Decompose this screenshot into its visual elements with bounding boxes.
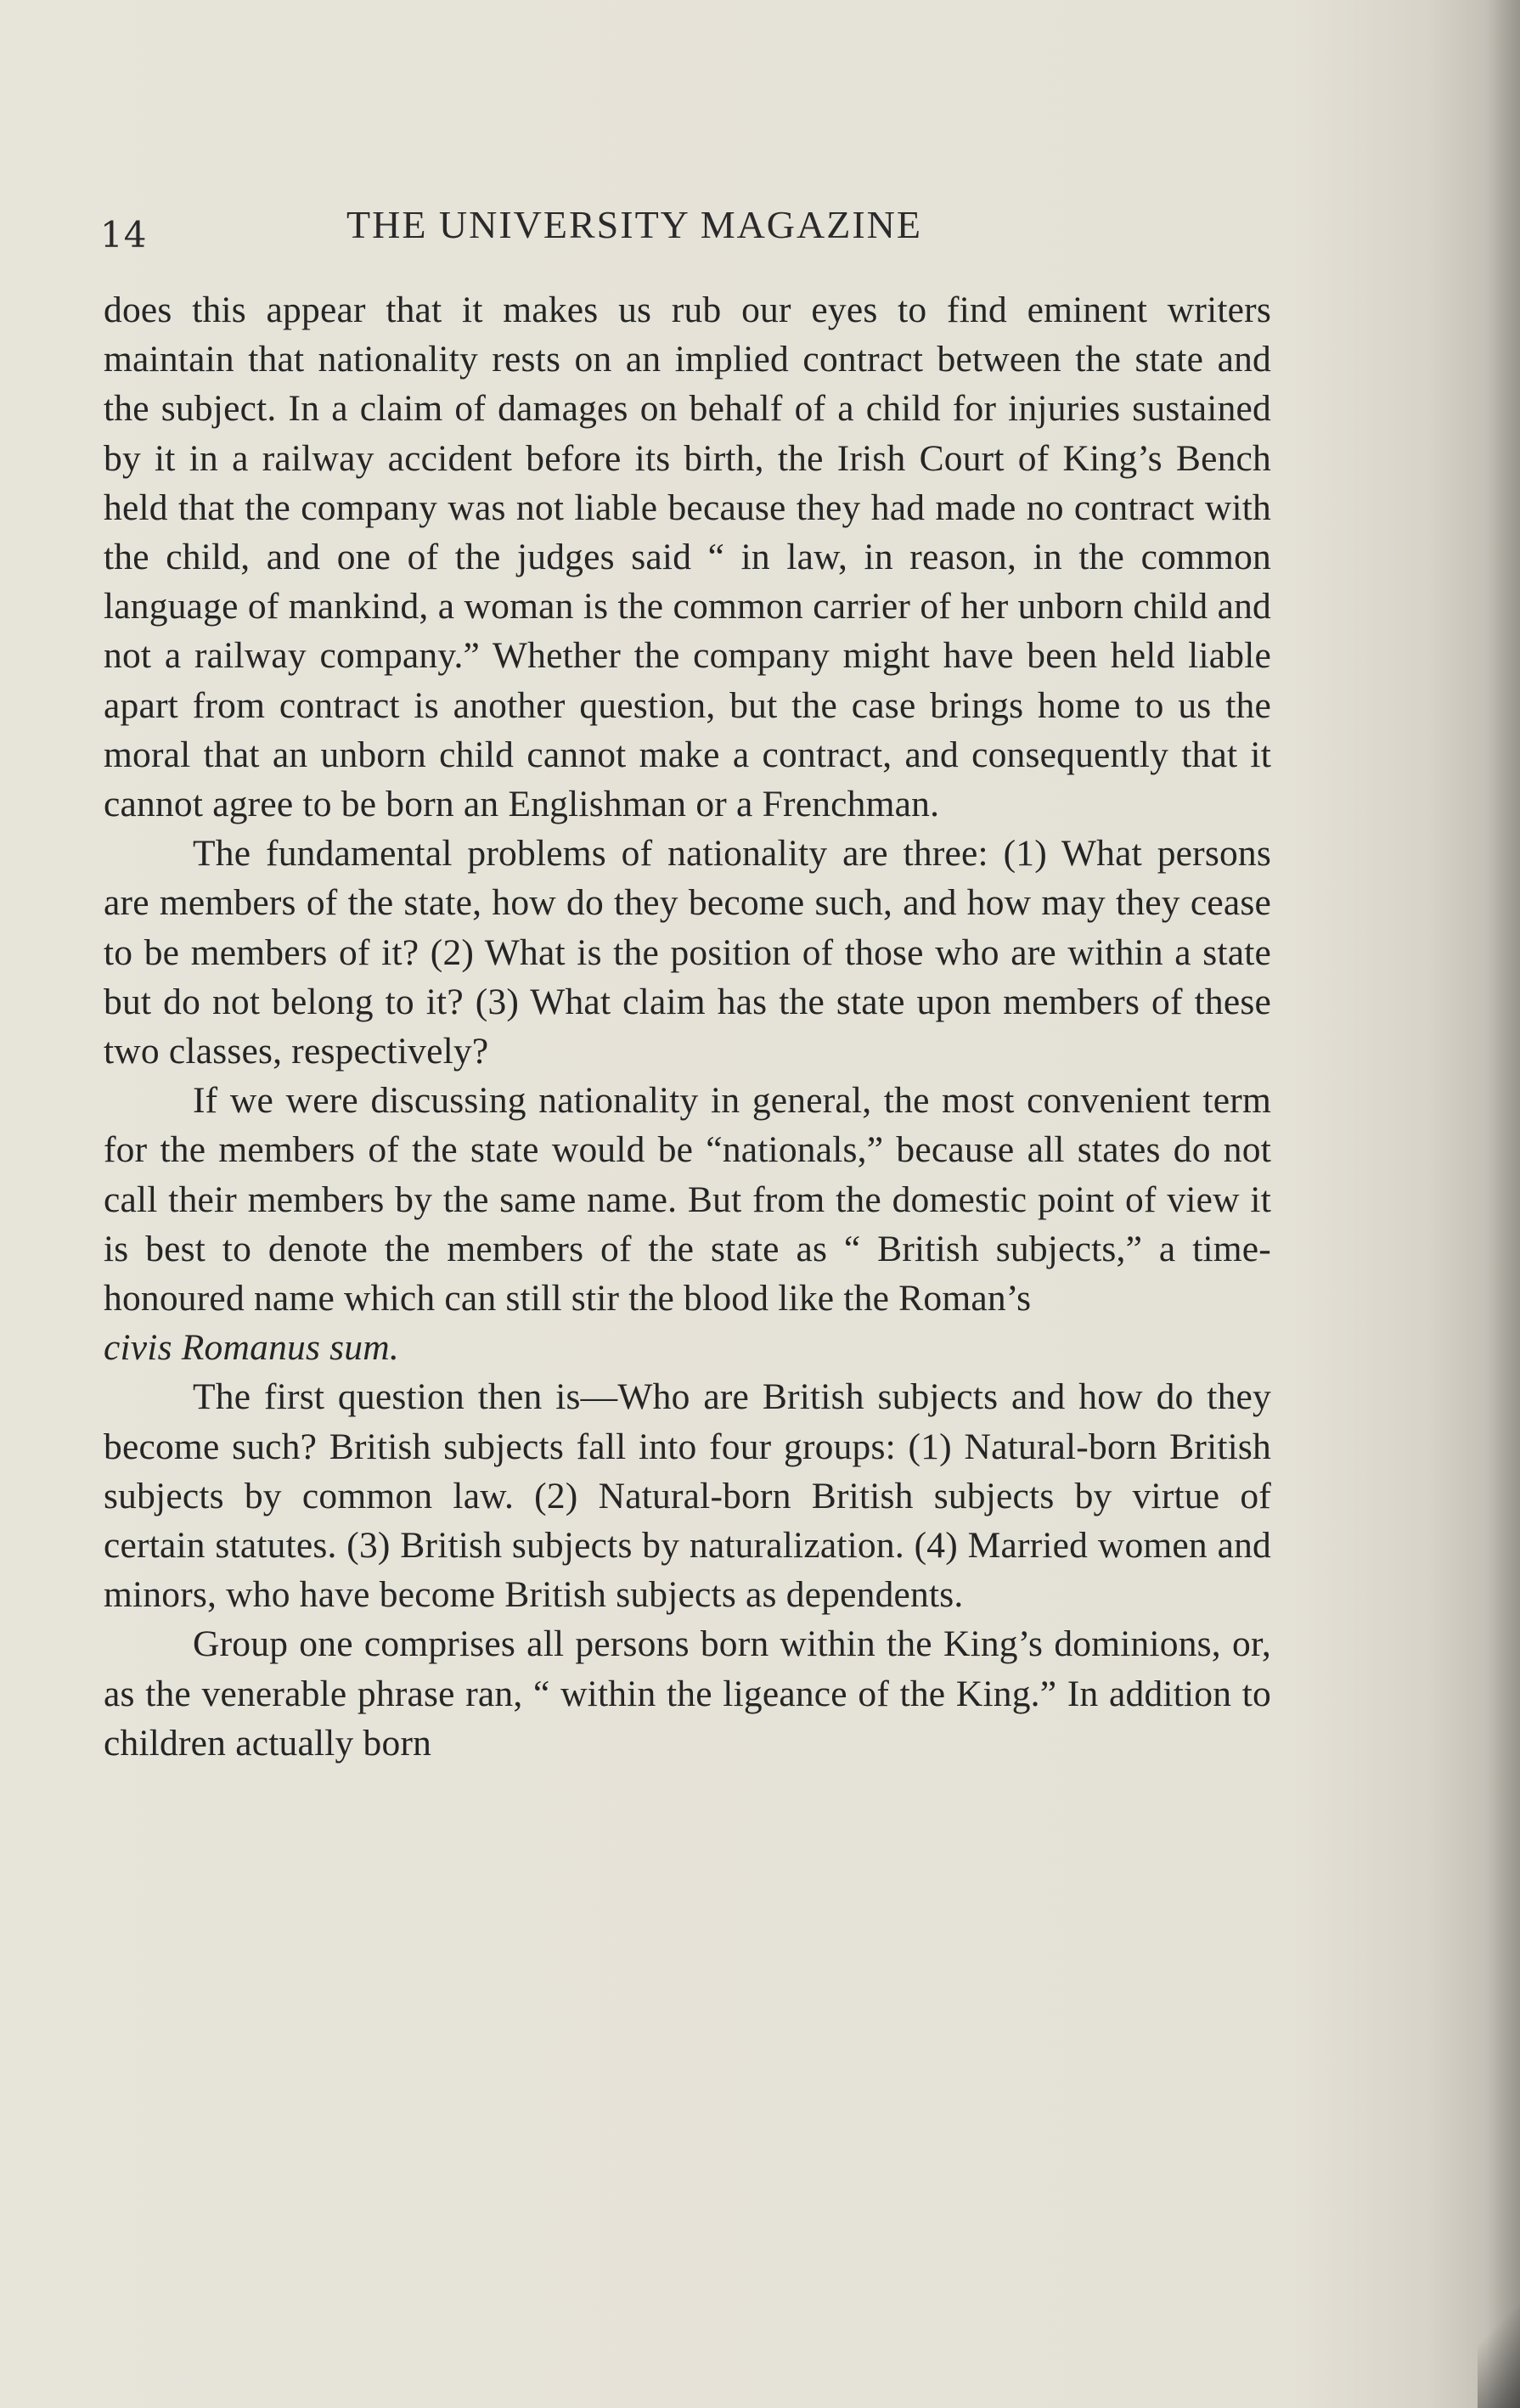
page-number: 14 — [100, 214, 148, 256]
running-head — [100, 202, 1289, 262]
paragraph-continuation: does this appear that it makes us rub our eyes to find eminent writers maintain that nationality rests on an implied contract between the state and the subject. In a claim of damages on behalf of a child for injuries sustained by it in a railway accident before its birth, the Irish Court of King’s Bench held that the company was not liable because they had made no contract with the child, and one of the judges said “ in law, in reason, in the common language of mankind, a woman is the common carrier of her unborn child and not a railway company.” Whether the company might have been held liable apart from contract is another question, but the case brings home to us the moral that an unborn child cannot make a contract, and consequently that it cannot agree to be born an Englishman or a Frenchman. — [104, 290, 1271, 825]
paragraph-fundamental-problems: The fundamental problems of nationality are three: (1) What persons are members of the state, how do they become such, and how may they cease to be members of it? (2) What is the position of those who are within a state but do not belong to it? (3) What claim has the state upon members of these two classes, respectively? — [104, 833, 1271, 1072]
paragraph-nationals-text: If we were discussing nationality in general, the most convenient term for the members of the state would be “nationals,” because all states do not call their members by the same name. But from the domestic point of view it is best to denote the members of the state as “ British subjects,” a time-honoured name which can still stir the blood like the Roman’s — [104, 1080, 1271, 1319]
magazine-title: THE UNIVERSITY MAGAZINE — [346, 203, 922, 246]
paragraph-british-subjects: The first question then is—Who are British subjects and how do they become such? British subjects fall into four groups: (1) Natural-born British subjects by common law. (2) Natural-born British subjects by virtue of certain statutes. (3) British subjects by naturalization. (4) Married women and minors, who have become British subjects as dependents. — [104, 1376, 1271, 1616]
page-corner-shadow — [1478, 2272, 1520, 2408]
latin-phrase: civis Romanus sum. — [104, 1327, 399, 1369]
paragraph-group-one: Group one comprises all persons born within the King’s dominions, or, as the venerable phrase ran, “ within the ligeance of the King.” In addition to children actually born — [104, 1623, 1271, 1764]
paragraph-nationals-term — [104, 1076, 1271, 1372]
body-text — [104, 285, 1271, 1768]
page-edge-shadow — [1486, 0, 1520, 2408]
